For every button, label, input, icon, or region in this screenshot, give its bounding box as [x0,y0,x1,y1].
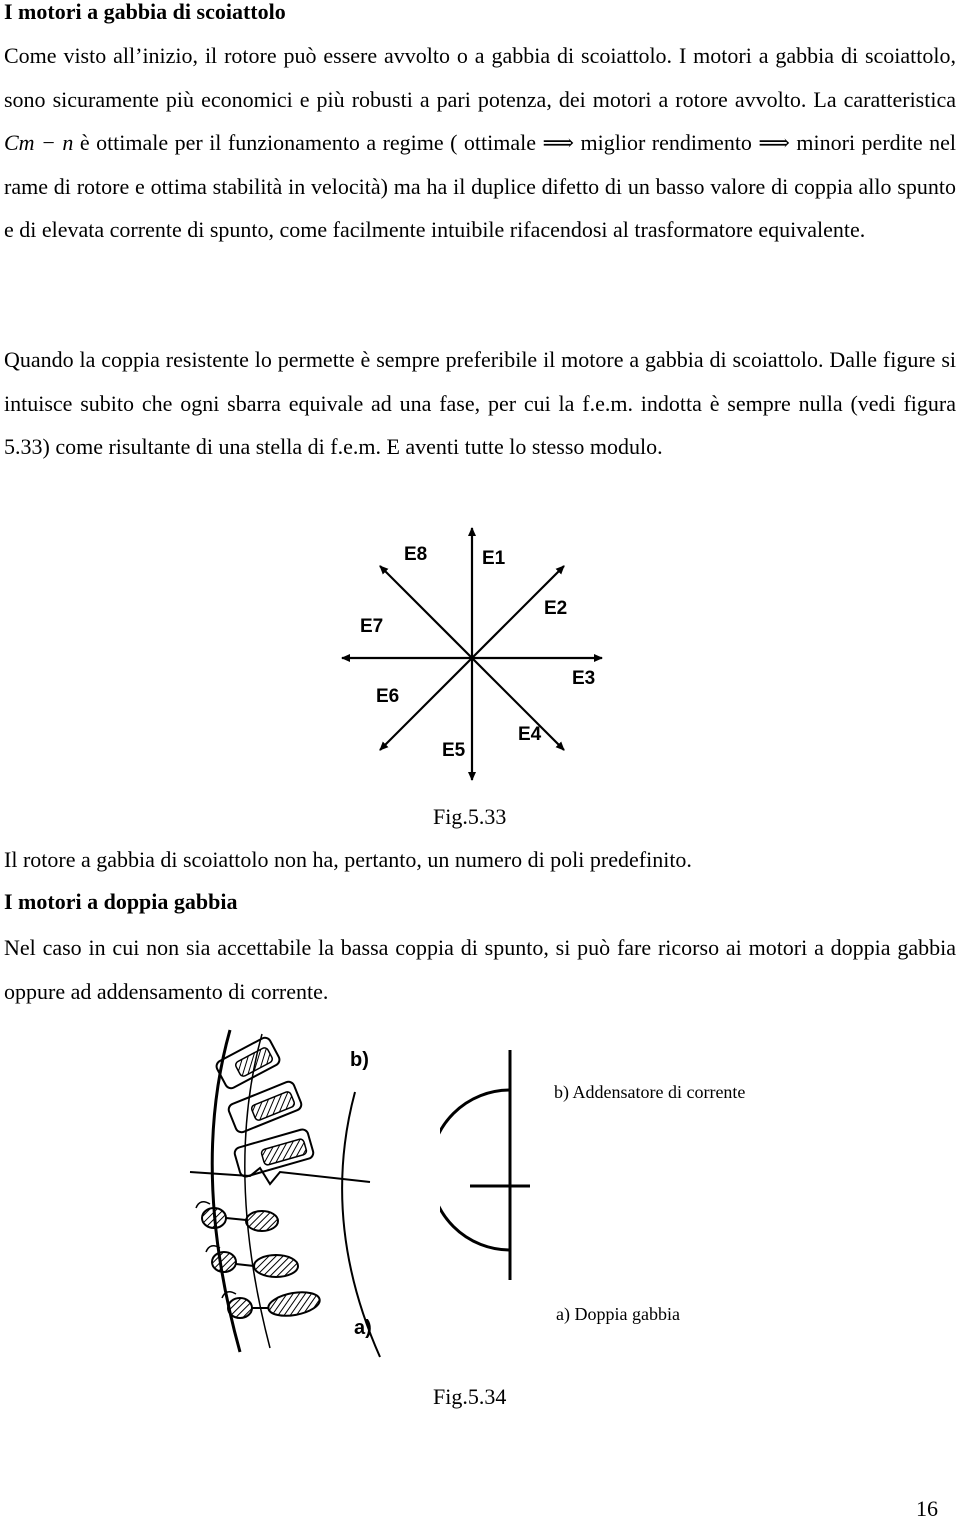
legend-current-displacement: b) Addensatore di corrente [554,1082,746,1102]
vector-label-e2: E2 [544,598,568,619]
math-cm-n: Cm − n [4,130,74,155]
paragraph-text-part1: Come visto all’inizio, il rotore può essere avvolto o a gabbia di scoiattolo. I motori a gabbia di scoiattolo, sono sicuramente più economici e più robusti a pari potenza, dei motori a rotore avvolto. La caratteristica [4,43,956,112]
paragraph-text-part2: è ottimale per il funzionamento a regime ( ottimale ⟹ miglior rendimento ⟹ minori perdite nel rame di rotore e ottima stabilità in velocità) ma ha il duplice difetto di un basso valore di coppia allo spunto e di elevata corrente di spunto, come facilmente intuibile rifacendosi al trasformatore equivalente. [4,130,956,242]
vector-e8 [380,566,472,658]
section-heading-double-cage: I motori a doppia gabbia [4,889,238,914]
paragraph-double-cage: Nel caso in cui non sia accettabile la bassa coppia di spunto, si può fare ricorso ai motori a doppia gabbia oppure ad addensamento di corrente. [4,935,956,1004]
vector-label-e8: E8 [404,544,428,565]
hand-label-b: b) [350,1049,369,1071]
figure-5-34-current-displacement [440,1040,580,1290]
figure-caption-5-33: Fig.5.33 [433,804,507,829]
figure-caption-5-34: Fig.5.34 [433,1384,507,1409]
vector-label-e7: E7 [360,616,384,637]
vector-label-e3: E3 [572,668,596,689]
page-number: 16 [916,1496,938,1521]
paragraph-poles: Il rotore a gabbia di scoiattolo non ha, pertanto, un numero di poli predefinito. [4,847,692,872]
vector-label-e5: E5 [442,740,466,761]
figure-5-33-vector-star [330,518,630,794]
paragraph-cage-preference: Quando la coppia resistente lo permette è sempre preferibile il motore a gabbia di scoiattolo. Dalle figure si intuisce subito che ogni sbarra equivale ad una fase, per cui la f.e.m. indotta è sempre nulla (vedi figura 5.33) come risultante di una stella di f.e.m. E aventi tutte lo stesso modulo. [4,347,956,459]
vector-label-e1: E1 [482,548,506,569]
hand-label-a: a) [354,1317,372,1339]
vector-label-e4: E4 [518,724,542,745]
vector-label-e6: E6 [376,686,400,707]
paragraph-squirrel-cage-intro [4,34,956,252]
figure-5-34-rotor-slots [170,1022,400,1362]
legend-double-cage: a) Doppia gabbia [556,1304,680,1324]
section-heading-squirrel-cage: I motori a gabbia di scoiattolo [4,0,286,24]
